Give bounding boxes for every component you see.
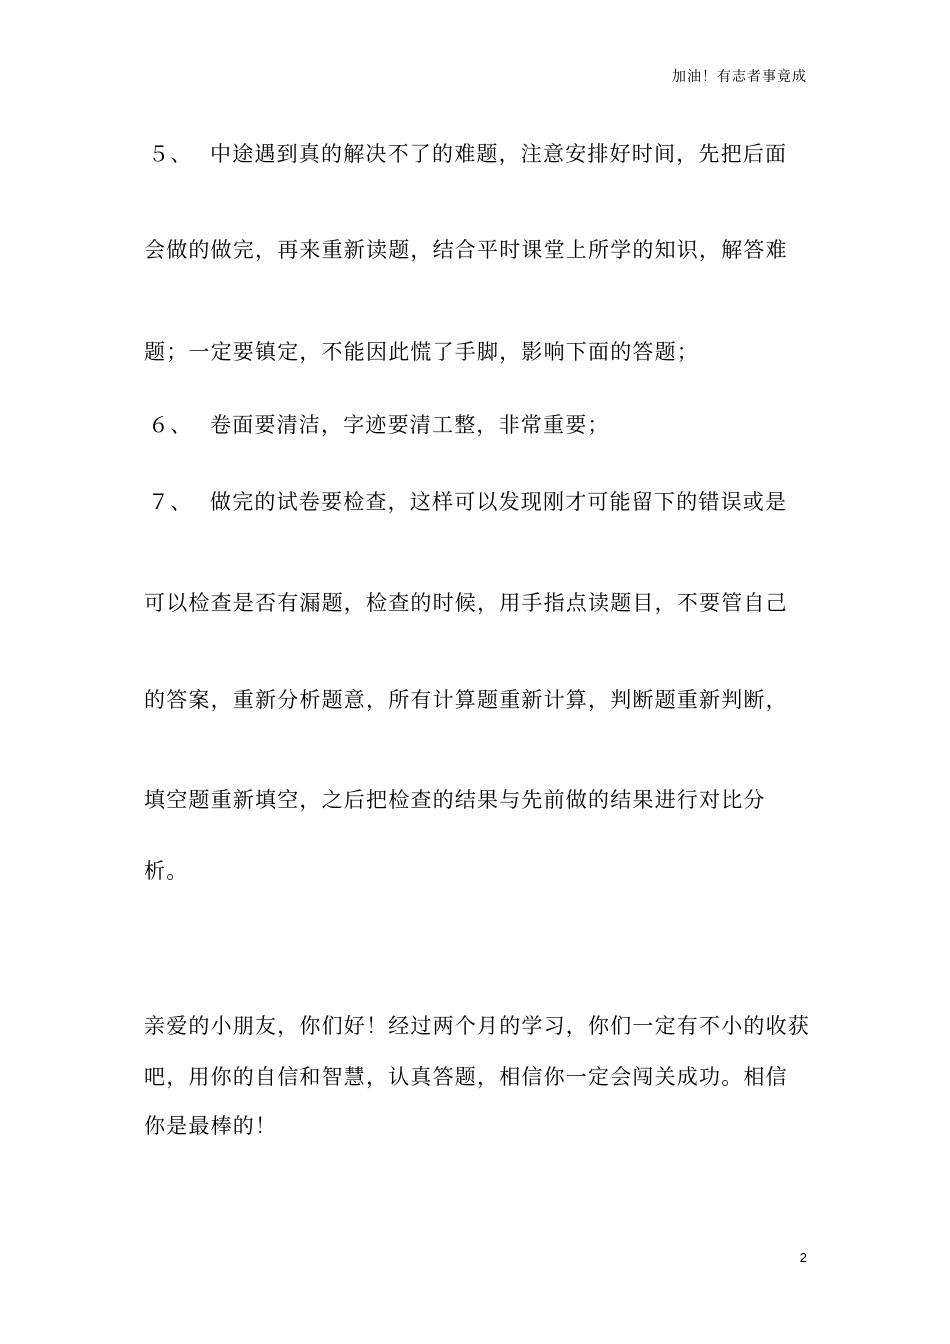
item-7-line-5: 析。	[144, 859, 189, 883]
item-5-text: 中途遇到真的解决不了的难题，注意安排好时间，先把后面	[210, 142, 788, 166]
item-7-line-2: 可以检查是否有漏题，检查的时候，用手指点读题目，不要管自己	[144, 591, 788, 615]
item-5-line-1	[144, 140, 809, 168]
item-6-line	[144, 411, 809, 439]
item-7-number: ７、	[148, 490, 193, 514]
page-number: 2	[799, 1250, 807, 1265]
item-7-line-1	[144, 488, 809, 516]
item-6-number: ６、	[148, 413, 193, 437]
header-motto: 加油！有志者事竟成	[672, 69, 807, 85]
encouragement-line-3: 你是最棒的！	[144, 1114, 278, 1138]
encouragement-line-2: 吧，用你的自信和智慧，认真答题，相信你一定会闯关成功。相信	[144, 1065, 788, 1089]
item-7-line-4: 填空题重新填空，之后把检查的结果与先前做的结果进行对比分	[144, 788, 766, 812]
item-5-line-3: 题；一定要镇定，不能因此慌了手脚，影响下面的答题；	[144, 340, 699, 364]
item-5-number: ５、	[148, 142, 193, 166]
item-6-text: 卷面要清洁，字迹要清工整，非常重要；	[210, 413, 610, 437]
item-5-line-2: 会做的做完，再来重新读题，结合平时课堂上所学的知识，解答难	[144, 238, 788, 262]
item-7-line-3: 的答案，重新分析题意，所有计算题重新计算，判断题重新判断，	[144, 688, 788, 712]
item-7-text: 做完的试卷要检查，这样可以发现刚才可能留下的错误或是	[210, 490, 788, 514]
encouragement-line-1: 亲爱的小朋友，你们好！经过两个月的学习，你们一定有不小的收获	[144, 1014, 810, 1038]
